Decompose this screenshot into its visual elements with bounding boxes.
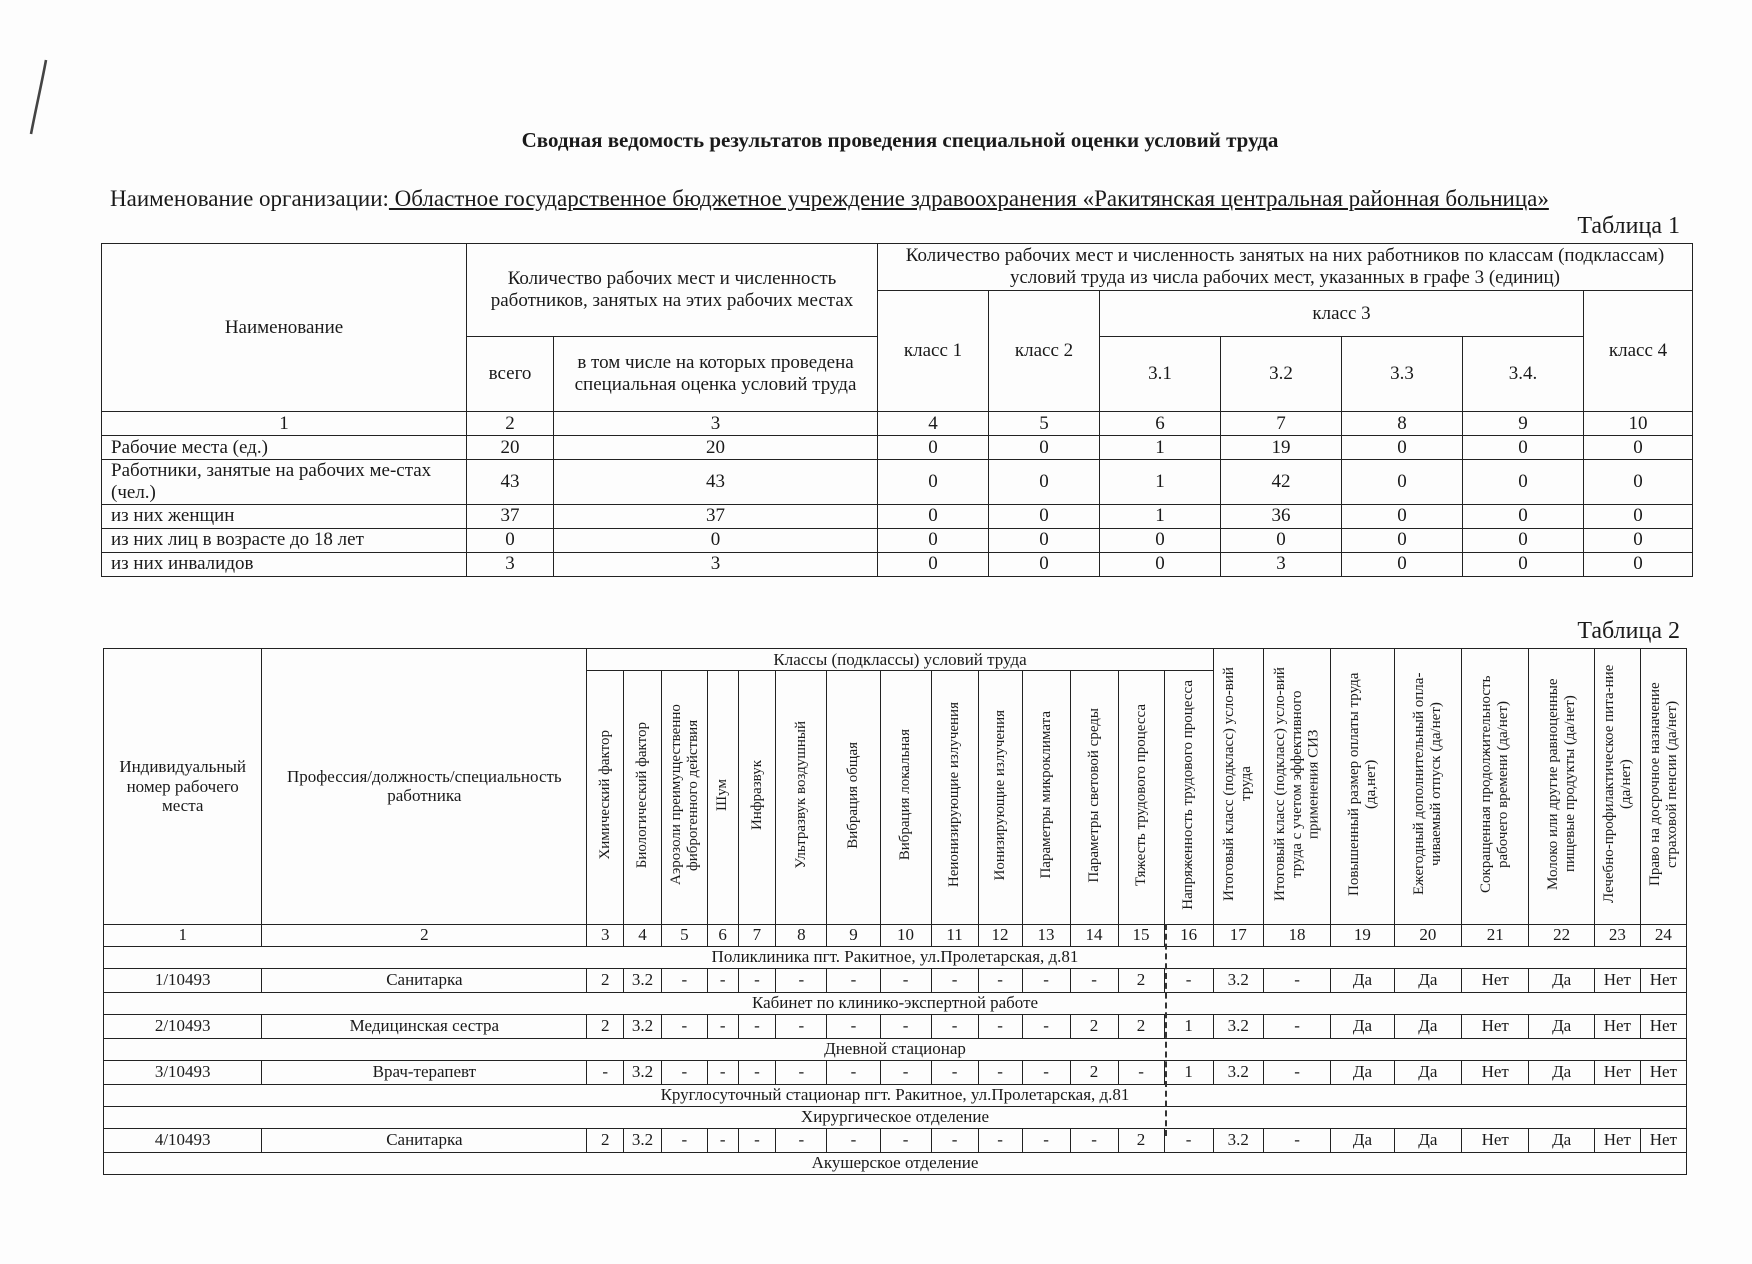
- t2-col-number: 13: [1022, 924, 1070, 946]
- t2-cell: Нет: [1594, 1128, 1640, 1152]
- t1-cell: 0: [878, 504, 989, 528]
- t2-cell: -: [880, 968, 931, 992]
- t1-row-label: из них инвалидов: [102, 552, 467, 576]
- table1-caption: Таблица 1: [1577, 213, 1680, 239]
- t1-header-sub34: 3.4.: [1463, 337, 1584, 412]
- t1-col-number: 4: [878, 412, 989, 436]
- t1-cell: 37: [554, 504, 878, 528]
- t2-cell: Да: [1331, 1060, 1394, 1084]
- t2-cell: -: [978, 1128, 1022, 1152]
- t2-profession: Санитарка: [262, 968, 587, 992]
- t2-cell: -: [738, 968, 776, 992]
- t2-cell: -: [707, 1128, 738, 1152]
- t2-workplace-id: 1/10493: [104, 968, 262, 992]
- t2-col-number: 10: [880, 924, 931, 946]
- t1-cell: 0: [1100, 552, 1221, 576]
- t1-col-number: 1: [102, 412, 467, 436]
- t2-workplace-id: 3/10493: [104, 1060, 262, 1084]
- t2-cell: -: [827, 1128, 880, 1152]
- t2-col-number: 24: [1640, 924, 1686, 946]
- t1-row: [102, 460, 1693, 505]
- t1-header-assessed: в том числе на которых проведена специальная оценка условий труда: [554, 337, 878, 412]
- t2-header-col8: Ультразвук воздушный: [776, 671, 827, 925]
- t2-cell: -: [738, 1014, 776, 1038]
- t2-cell: Да: [1331, 968, 1394, 992]
- t2-col-number: 6: [707, 924, 738, 946]
- t2-col-number: 2: [262, 924, 587, 946]
- t2-cell: Нет: [1462, 1128, 1529, 1152]
- pen-stroke-mark: [28, 58, 50, 136]
- t1-col-number: 5: [989, 412, 1100, 436]
- t1-cell: 43: [467, 460, 554, 505]
- t2-cell: 1: [1164, 1060, 1213, 1084]
- t2-column-numbers-row: [104, 924, 1687, 946]
- t1-header-class3: класс 3: [1100, 291, 1584, 337]
- t2-col-number: 3: [587, 924, 624, 946]
- t2-col-number: 19: [1331, 924, 1394, 946]
- t2-cell: -: [1263, 1060, 1330, 1084]
- t2-profession: Врач-терапевт: [262, 1060, 587, 1084]
- t2-cell: Нет: [1594, 1060, 1640, 1084]
- t2-cell: -: [776, 1014, 827, 1038]
- t2-col-number: 17: [1213, 924, 1263, 946]
- t1-header-total: всего: [467, 337, 554, 412]
- t2-cell: 3.2: [1213, 1060, 1263, 1084]
- t1-cell: 36: [1221, 504, 1342, 528]
- t2-cell: -: [931, 1014, 978, 1038]
- t2-cell: Да: [1331, 1128, 1394, 1152]
- t1-cell: 0: [1584, 436, 1693, 460]
- workplace-table: [103, 648, 1687, 1175]
- t2-cell: -: [1022, 1128, 1070, 1152]
- t2-cell: -: [1070, 1128, 1118, 1152]
- t1-cell: 20: [467, 436, 554, 460]
- t2-cell: -: [880, 1014, 931, 1038]
- t2-cell: Нет: [1640, 1014, 1686, 1038]
- t2-col-number: 8: [776, 924, 827, 946]
- t2-cell: Да: [1394, 1060, 1461, 1084]
- t2-row: [104, 1128, 1687, 1152]
- t2-cell: 2: [587, 1128, 624, 1152]
- t2-cell: 3.2: [1213, 1128, 1263, 1152]
- t1-header-class2: класс 2: [989, 291, 1100, 412]
- t2-cell: Да: [1394, 1014, 1461, 1038]
- t2-cell: Нет: [1462, 1014, 1529, 1038]
- t1-cell: 0: [1342, 552, 1463, 576]
- t2-row: [104, 1060, 1687, 1084]
- t1-cell: 0: [1584, 460, 1693, 505]
- t2-cell: 3.2: [624, 1060, 662, 1084]
- t1-cell: 0: [554, 528, 878, 552]
- t2-cell: 3.2: [624, 1128, 662, 1152]
- t1-cell: 0: [1342, 528, 1463, 552]
- t1-cell: 1: [1100, 436, 1221, 460]
- t1-row-label: Рабочие места (ед.): [102, 436, 467, 460]
- t2-cell: Да: [1394, 1128, 1461, 1152]
- t1-col-number: 7: [1221, 412, 1342, 436]
- t2-cell: -: [931, 1128, 978, 1152]
- t2-cell: -: [587, 1060, 624, 1084]
- t2-header-col12: Ионизирующие излучения: [978, 671, 1022, 925]
- table2-caption: Таблица 2: [1577, 618, 1680, 644]
- t2-header-id: Индивидуальный номер рабочего места: [104, 649, 262, 925]
- t1-col-number: 9: [1463, 412, 1584, 436]
- t2-cell: Нет: [1594, 1014, 1640, 1038]
- t2-cell: -: [1164, 1128, 1213, 1152]
- t2-cell: Да: [1529, 1014, 1594, 1038]
- t1-cell: 0: [1463, 460, 1584, 505]
- t2-cell: -: [1164, 968, 1213, 992]
- t2-header-col9: Вибрация общая: [827, 671, 880, 925]
- t2-header-col18: Итоговый класс (подкласс) усло-вий труда с учетом эффективного применения СИЗ: [1263, 649, 1330, 925]
- t2-cell: -: [707, 968, 738, 992]
- t1-row-label: из них лиц в возрасте до 18 лет: [102, 528, 467, 552]
- t2-cell: -: [978, 1014, 1022, 1038]
- t1-row: [102, 528, 1693, 552]
- t2-cell: 2: [1070, 1060, 1118, 1084]
- t1-cell: 0: [1463, 436, 1584, 460]
- t2-cell: Да: [1331, 1014, 1394, 1038]
- t2-cell: -: [931, 968, 978, 992]
- t1-row: [102, 552, 1693, 576]
- t1-cell: 0: [1342, 436, 1463, 460]
- t1-cell: 42: [1221, 460, 1342, 505]
- t1-col-number: 3: [554, 412, 878, 436]
- t2-cell: 3.2: [624, 968, 662, 992]
- t1-cell: 0: [878, 436, 989, 460]
- t2-header-col14: Параметры световой среды: [1070, 671, 1118, 925]
- t2-cell: -: [1263, 1014, 1330, 1038]
- t2-cell: -: [707, 1060, 738, 1084]
- t2-workplace-id: 4/10493: [104, 1128, 262, 1152]
- t2-cell: -: [827, 1060, 880, 1084]
- t2-cell: Нет: [1462, 1060, 1529, 1084]
- t2-col-number: 12: [978, 924, 1022, 946]
- t2-col-number: 7: [738, 924, 776, 946]
- t2-section-title: Поликлиника пгт. Ракитное, ул.Пролетарская, д.81: [104, 946, 1687, 968]
- t2-cell: Да: [1529, 968, 1594, 992]
- t2-col-number: 15: [1118, 924, 1164, 946]
- t2-section-row: [104, 1038, 1687, 1060]
- t2-section-title: Кабинет по клинико-экспертной работе: [104, 992, 1687, 1014]
- t2-cell: -: [1070, 968, 1118, 992]
- t1-cell: 37: [467, 504, 554, 528]
- t1-cell: 0: [1463, 528, 1584, 552]
- t1-cell: 0: [989, 528, 1100, 552]
- summary-table: [101, 243, 1693, 577]
- t2-cell: 3.2: [1213, 1014, 1263, 1038]
- t2-cell: 2: [1118, 1128, 1164, 1152]
- t2-cell: -: [1118, 1060, 1164, 1084]
- t2-header-col17: Итоговый класс (подкласс) усло-вий труда: [1213, 649, 1263, 925]
- t1-col-number: 8: [1342, 412, 1463, 436]
- t1-header-sub32: 3.2: [1221, 337, 1342, 412]
- t2-row: [104, 968, 1687, 992]
- t2-cell: -: [738, 1128, 776, 1152]
- t2-header-col4: Биологический фактор: [624, 671, 662, 925]
- t2-cell: -: [880, 1128, 931, 1152]
- t1-cell: 0: [878, 460, 989, 505]
- t2-col-number: 5: [661, 924, 707, 946]
- t2-cell: 2: [587, 1014, 624, 1038]
- organization-line: [110, 186, 1549, 212]
- t2-section-row: [104, 1084, 1687, 1106]
- t1-header-sub31: 3.1: [1100, 337, 1221, 412]
- t1-cell: 0: [989, 436, 1100, 460]
- t2-cell: -: [661, 1060, 707, 1084]
- t2-cell: 2: [587, 968, 624, 992]
- t2-col-number: 4: [624, 924, 662, 946]
- t1-cell: 19: [1221, 436, 1342, 460]
- t2-section-row: [104, 1152, 1687, 1174]
- t2-cell: Да: [1529, 1060, 1594, 1084]
- t2-col-number: 20: [1394, 924, 1461, 946]
- t2-col-number: 22: [1529, 924, 1594, 946]
- t2-cell: -: [978, 1060, 1022, 1084]
- t2-section-title: Круглосуточный стационар пгт. Ракитное, ул.Пролетарская, д.81: [104, 1084, 1687, 1106]
- t2-cell: -: [661, 1128, 707, 1152]
- t2-cell: 2: [1118, 968, 1164, 992]
- t2-header-col7: Инфразвук: [738, 671, 776, 925]
- t1-row-label: Работники, занятые на рабочих ме-стах (чел.): [102, 460, 467, 505]
- t1-header-class1: класс 1: [878, 291, 989, 412]
- t2-cell: Да: [1529, 1128, 1594, 1152]
- t2-cell: -: [661, 968, 707, 992]
- t2-cell: 3.2: [1213, 968, 1263, 992]
- t2-cell: -: [707, 1014, 738, 1038]
- t2-cell: 2: [1070, 1014, 1118, 1038]
- t2-cell: -: [1022, 1060, 1070, 1084]
- t2-cell: -: [738, 1060, 776, 1084]
- t1-row-label: из них женщин: [102, 504, 467, 528]
- t2-section-row: [104, 992, 1687, 1014]
- t1-cell: 0: [989, 504, 1100, 528]
- t1-column-numbers-row: [102, 412, 1693, 436]
- t2-cell: -: [827, 1014, 880, 1038]
- t1-cell: 0: [989, 552, 1100, 576]
- t2-cell: Нет: [1594, 968, 1640, 992]
- t2-col-number: 9: [827, 924, 880, 946]
- t2-header-col15: Тяжесть трудового процесса: [1118, 671, 1164, 925]
- t2-header-col5: Аэрозоли преимущественно фиброгенного действия: [661, 671, 707, 925]
- t1-row: [102, 436, 1693, 460]
- t2-col-number: 14: [1070, 924, 1118, 946]
- t1-cell: 0: [1100, 528, 1221, 552]
- t1-cell: 0: [878, 552, 989, 576]
- column-fold-line: [1165, 924, 1167, 1136]
- t1-cell: 0: [1342, 460, 1463, 505]
- t2-header-col10: Вибрация локальная: [880, 671, 931, 925]
- t1-cell: 3: [467, 552, 554, 576]
- t2-workplace-id: 2/10493: [104, 1014, 262, 1038]
- t1-cell: 0: [1584, 528, 1693, 552]
- t2-col-number: 23: [1594, 924, 1640, 946]
- t1-cell: 1: [1100, 460, 1221, 505]
- t2-cell: -: [1263, 968, 1330, 992]
- t2-section-title: Акушерское отделение: [104, 1152, 1687, 1174]
- t2-cell: -: [776, 968, 827, 992]
- t2-col-number: 11: [931, 924, 978, 946]
- t2-cell: -: [1022, 1014, 1070, 1038]
- t2-col-number: 1: [104, 924, 262, 946]
- t1-header-class4: класс 4: [1584, 291, 1693, 412]
- t1-cell: 0: [467, 528, 554, 552]
- document-title: Сводная ведомость результатов проведения специальной оценки условий труда: [521, 128, 1279, 152]
- t2-section-title: Хирургическое отделение: [104, 1106, 1687, 1128]
- t2-header-col21: Сокращенная продолжительность рабочего времени (да/нет): [1462, 649, 1529, 925]
- t2-cell: 1: [1164, 1014, 1213, 1038]
- t1-col-number: 10: [1584, 412, 1693, 436]
- t2-header-col16: Напряженность трудового процесса: [1164, 671, 1213, 925]
- t1-cell: 3: [1221, 552, 1342, 576]
- t1-cell: 0: [989, 460, 1100, 505]
- t1-cell: 0: [1584, 552, 1693, 576]
- t2-header-col11: Неионизирующие излучения: [931, 671, 978, 925]
- t2-section-row: [104, 946, 1687, 968]
- t1-cell: 0: [1221, 528, 1342, 552]
- t2-profession: Медицинская сестра: [262, 1014, 587, 1038]
- t2-cell: 3.2: [624, 1014, 662, 1038]
- t2-cell: Да: [1394, 968, 1461, 992]
- t2-cell: -: [1263, 1128, 1330, 1152]
- t2-cell: -: [776, 1128, 827, 1152]
- t1-col-number: 2: [467, 412, 554, 436]
- t1-row: [102, 504, 1693, 528]
- organization-label: Наименование организации:: [110, 186, 389, 211]
- t2-header-profession: Профессия/должность/специальность работника: [262, 649, 587, 925]
- t2-cell: Нет: [1640, 1128, 1686, 1152]
- t2-header-col23: Лечебно-профилактическое пита-ние (да/нет): [1594, 649, 1640, 925]
- t2-header-col6: Шум: [707, 671, 738, 925]
- t2-header-classes-group: Классы (подклассы) условий труда: [587, 649, 1213, 671]
- t2-header-col22: Молоко или другие равноценные пищевые продукты (да/нет): [1529, 649, 1594, 925]
- t1-header-count-group: Количество рабочих мест и численность работников, занятых на этих рабочих местах: [467, 244, 878, 337]
- t2-header-col3: Химический фактор: [587, 671, 624, 925]
- t1-header-classes-group: Количество рабочих мест и численность занятых на них работников по классам (подклассам) условий труда из числа рабочих мест, указанных в графе 3 (единиц): [878, 244, 1693, 291]
- t2-cell: Нет: [1640, 1060, 1686, 1084]
- t2-header-col20: Ежегодный дополнительный опла-чиваемый отпуск (да/нет): [1394, 649, 1461, 925]
- t2-section-title: Дневной стационар: [104, 1038, 1687, 1060]
- t1-header-name: Наименование: [102, 244, 467, 412]
- t2-cell: Нет: [1462, 968, 1529, 992]
- t2-col-number: 21: [1462, 924, 1529, 946]
- t1-header-sub33: 3.3: [1342, 337, 1463, 412]
- t1-cell: 0: [1463, 552, 1584, 576]
- t2-cell: -: [1022, 968, 1070, 992]
- t1-cell: 20: [554, 436, 878, 460]
- t2-cell: -: [827, 968, 880, 992]
- t2-cell: -: [776, 1060, 827, 1084]
- t2-header-col19: Повышенный размер оплаты труда (да,нет): [1331, 649, 1394, 925]
- t1-cell: 0: [1584, 504, 1693, 528]
- t2-header-col13: Параметры микроклимата: [1022, 671, 1070, 925]
- t1-cell: 43: [554, 460, 878, 505]
- t2-row: [104, 1014, 1687, 1038]
- t2-cell: -: [978, 968, 1022, 992]
- t2-col-number: 16: [1164, 924, 1213, 946]
- organization-name: Областное государственное бюджетное учреждение здравоохранения «Ракитянская центральная районная больница»: [388, 186, 1549, 211]
- t1-cell: 0: [878, 528, 989, 552]
- t2-cell: -: [661, 1014, 707, 1038]
- t2-cell: -: [880, 1060, 931, 1084]
- t1-cell: 0: [1342, 504, 1463, 528]
- t1-cell: 0: [1463, 504, 1584, 528]
- t2-cell: 2: [1118, 1014, 1164, 1038]
- t2-profession: Санитарка: [262, 1128, 587, 1152]
- t2-header-col24: Право на досрочное назначение страховой пенсии (да/нет): [1640, 649, 1686, 925]
- t1-cell: 1: [1100, 504, 1221, 528]
- t2-section-row: [104, 1106, 1687, 1128]
- t2-cell: Нет: [1640, 968, 1686, 992]
- t2-col-number: 18: [1263, 924, 1330, 946]
- t2-cell: -: [931, 1060, 978, 1084]
- t1-col-number: 6: [1100, 412, 1221, 436]
- t1-cell: 3: [554, 552, 878, 576]
